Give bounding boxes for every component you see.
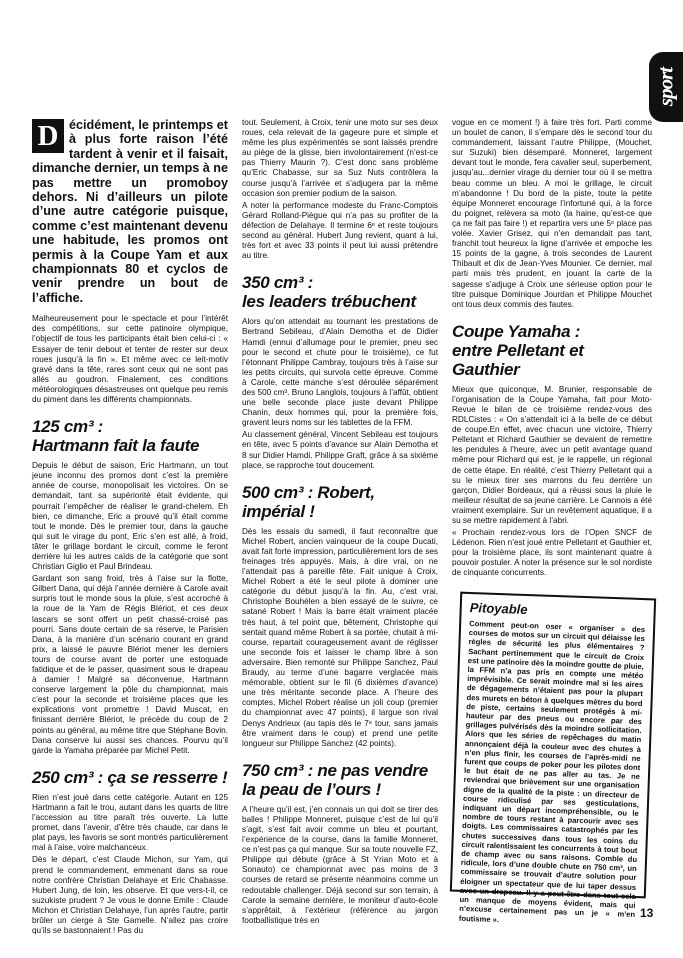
paragraph: Depuis le début de saison, Eric Hartmann, un tout jeune inconnu des promos dont c’est la première année de course, monopolisait les victoires. On se demandait, tant sa supériorité était évidente, qui pourrait l’empêcher de réaliser le grand-chelem. Eh bien, ce dimanche, Eric a prouvé qu’il était comme tout le monde. Dès le premier tour, dans la gauche qui suit le virage du pont, Eric s’en est allé, à froid, tâter le grillage bordant le circuit, comme le feront derrière lui les autres caïds de la catégorie que sont Christian Giglio et Paul Brindeau. [32,461,228,572]
column-2 [242,118,438,925]
column-1 [32,118,228,936]
heading-line-1: 750 cm³ : ne pas vendre [242,760,428,780]
lead-paragraph [32,118,228,305]
section-heading-coupe-yamaha [452,322,652,379]
box-title: Pitoyable [469,600,528,618]
heading-line-1: 350 cm³ : [242,273,314,293]
heading-line-2: entre Pelletant et Gauthier [452,340,584,379]
section-heading-350 [242,273,438,311]
box-text: Comment peut-on oser « organiser » des courses de motos sur un circuit qui délaisse les règles de sécurité les plus élémentaires ? Sachant pertinemment que le circuit de Croix est une patinoire dès la moindre goutte de pluie, la FFM n’a pas pris en compte une météo imprévisible. Ce serait moindre mal si les aires de dégagements n’étaient pas pour la plupart des murets en béton à quelques mètres du bord de piste, certains seulement protégés à mi-hauteur par des pneus ou encore par des grillages pulvérisés dès la moindre sollicitation. Alors que les séries de repêchages du matin annonçaient déjà la couleur avec des chutes à n’en plus finir, les courses de l’après-midi ne furent que coups de poker pour les pilotes dont le but était de ne pas aller au tas. Je ne reviendrai que brièvement sur une organisation digne de la qualité de la piste : un directeur de course ridiculisé par ses gesticulations, indiquant un départ incompréhensible, ou le nombre de tours restant à parcourir avec ses doigts. Les commissaires catastrophés par les chutes successives dans tous les coins du circuit ralentissaient les concurrents à tout bout de champ avec ou sans raisons. Comble du ridicule, lors d’une double chute en 750 cm³, un commissaire se trouvait d’autre solution pour éloigner un spectateur que de lui taper dessus avec un drapeau. Il y a peut-être dans tout cela un manque de moyens évident, mais qui n’excuse certainement pas un je « m’en foutisme ». [458,619,646,924]
heading-line-1: 125 cm³ : [32,417,104,437]
heading-line-2: Hartmann fait la faute [32,436,200,456]
column-3 [452,118,652,588]
section-heading-500: 500 cm³ : Robert, impérial ! [242,482,375,521]
section-tab-label: sport [653,67,678,107]
section-heading-750 [242,761,438,799]
paragraph: « Prochain rendez-vous lors de l’Open SNCF de Lédenon. Rien n’est joué entre Pelletant et Gauthier et, pour la troisième place, ils sont maintenant quatre à pouvoir postuler. A noter la présence sur le sol nordiste de cinquante concurrents. [452,528,652,578]
section-heading-250: 250 cm³ : ça se resserre ! [32,767,228,787]
paragraph: Dès le départ, c’est Claude Michon, sur Yam, qui prend le commandement, emmenant dans sa roue notre confrère Christian Delahaye et Eric Chabasse. Hubert Jung, de loin, les observe. Et que vers-t-il, ce suzukiste prudent ? Je vous le donne Emile : Claude Michon et Christian Delahaye, l’un après l’autre, partir brûler un cierge à Ste Gamelle. N’allez pas croire qu’ils se bastonnaient ! Pas du [32,855,228,936]
drop-cap: D [32,119,64,153]
paragraph: Mieux que quiconque, M. Brunier, responsable de l’organisation de la Coupe Yamaha, fait pour Moto-Revue le bilan de ce troisième rendez-vous des RDLCistes : « On s’attendait ici à la belle de ce début de coupe.En effet, avec chacun une victoire, Thierry Pelletant et Richard Gauthier se devaient de remettre les pendules à l’heure, avec un petit avantage quand même pour Richard qui est, je le rappelle, un régional de cette étape. En réalité, c’est Thierry Pelletant qui a su le mieux tirer ses marrons du feu derrière un garçon, Didier Bordeaux, qui a réussi sous la pluie le meilleur résultat de sa jeune carrière. Le Cannois a été vraiment exemplaire. Sur un revêtement aquatique, il a su se mettre rapidement à l’abri. [452,384,652,525]
heading-line-1: Coupe Yamaha : [452,321,581,341]
heading-line-2: la peau de l’ours ! [242,779,381,799]
paragraph: A noter la performance modeste du Franc-Comptois Gérard Rolland-Piègue qui n’a pas su profiter de la défection de Delahaye. Il termine 6ᵉ et reste toujours second au général. Hubert Jung revient, quant à lui, très fort et avec 33 points il peut lui aussi prétendre au titre. [242,200,438,261]
section-tab [649,52,683,122]
paragraph: Alors qu’on attendait au tournant les prestations de Bertrand Sebileau, d’Alain Demotha et de Didier Hamdi (ennui d’allumage pour le premier, pneu sec pour le second et chute pour le troisième), ce fut l’étonnant Philippe Cambray, toujours très à l’aise sur les petits circuits, qui survola cette épreuve. Comme à Carole, cette manche s’est déroulée séparément des 500 cm³. Bruno Langlois, toujours à l’affût, obtient une belle seconde place juste devant Philippe Chanin, deux hommes qui, pour la première fois, gravent leurs noms sur les tablettes de la FFM. [242,317,438,428]
paragraph: Malheureusement pour le spectacle et pour l’intérêt des compétitions, sur cette patinoire olympique, l’objectif de tous les participants était bien celui-ci : « Essayer de tenir debout et tenter de rester sur deux roues jusqu’à la fin ». Et même avec ce leit-motiv gravé dans la tête, rares sont ceux qui ne sont pas allés au goudron. Finalement, ces conditions météorologiques désastreuses ont quelque peu remis du piment dans les différents championnats. [32,314,228,405]
paragraph: Dès les essais du samedi, il faut reconnaître que Michel Robert, ancien vainqueur de la coupe Ducati, avait fait forte impression, particulièrement lors de ses freinages très appuyés. Mais, à dire vrai, on ne l’attendait pas à pareille fête. Fait unique à Croix, Michel Robert a été le seul pilote à dominer une catégorie du début jusqu’à la fin. Au, c’est vrai, Christophe Bouhélen a bien essayé de le suivre, ce satané Robert ! Mais la barre était vraiment placée très haut, à tel point que, bêtement, Christophe qui sentait quand même Robert à sa portée, chutait à mi-course, repartait courageusement avant de réglisser une seconde fois et laisser le champ libre à son adversaire. Bien remonté sur Philippe Sanchez, Paul Braudy, au terme d’une bagarre verglacée mais mémorable, obtient sur le fil (6 dixièmes d’avance) une très méritante seconde place. A l’heure des comptes, Michel Robert réalise un joli coup (premier du championnat avec 47 points), il largue son rival Denys Andrieux (au tapis dès le 7ᵉ tour, sans jamais être vraiment dans le coup) et prend une petite longueur sur Philippe Sanchez (42 points). [242,526,438,748]
paragraph: Au classement général, Vincent Sebileau est toujours en tête, avec 5 points d’avance sur Alain Demotha et 8 sur Didier Hamdi. Philippe Graft, grâce à sa sixième place, se rapproche tout doucement. [242,430,438,470]
paragraph: vogue en ce moment !) à faire très fort. Parti comme un boulet de canon, il s’empare dès le second tour du commandement, laissant l’autre Philippe, (Mouchet, sur Suzuki) bien désemparé. Monneret, largement devant tout le monde, fera cavalier seul, superbement, jusqu’au...dernier virage du dernier tour où il se mettra beau comme un bleu. A moi le grillage, le circuit m’abandonne ! Du bord de la piste, toute la petite équipe Monneret encourage l’infortuné qui, à la force du poignet, relèvera sa moto (la haine, qu’est-ce que ça ne fait pas faire !) et repartira vers une 5ᵉ place pas volée. Xavier Grisez, qui n’en demandait pas tant, franchit tout heureux la ligne d’arrivée et empoche les 15 points de la gagne, à trois secondes de Laurent Thibault et dix de Jean-Yves Mounier. Ce dernier, mal parti mais très prudent, en jouant la carte de la sagesse s’adjuge à Croix une sérieuse option pour le titre puisque Dominique Jourdan et Philippe Mouchet ont tous deux commis des fautes. [452,118,652,309]
paragraph: Gardant son sang froid, très à l’aise sur la flotte, Gilbert Dana, qui déjà l’année dernière à Carole avait surpris tout le monde sous la pluie, s’est accroché à la roue de la Yam de Régis Blériot, et ces deux lascars se sont offert un petit chassé-croisé pas pourri. Sans doute certain de sa réserve, le Parisien Dana, à la manière d’un scénario courant en grand prix, a laissé le pauvre Blériot mener les derniers tours de course avant de porter une estoquade fatidique et de le passer, quasiment sous le drapeau à damier ! Malgré sa déconvenue, Hartmann conserve largement la pôle du championnat, mais c’est pour la seconde et troisième places que les explications vont promettre ! David Muscat, en finissant derrière Blériot, le précède du coup de 2 points au général, au même titre que Stéphane Bovin. Dana conserve lui aussi ses chances. Pourvu qu’il garde la Yamaha préparée par Michel Petit. [32,574,228,755]
section-heading-125 [32,417,228,455]
lead-text: écidément, le printemps et à plus forte raison l’été tardent à venir et il faisait, dimanche dernier, un temps à ne pas mettre un promoboy dehors. Ni d’ailleurs un pilote d’une autre catégorie puisque, comme c’est maintenant devenu une habitude, les promos ont permis à la Coupe Yam et aux championnats 80 et cyclos de venir prendre un bout de l’affiche. [32,118,228,305]
paragraph: Rien n’est joué dans cette catégorie. Autant en 125 Hartmann a fait le trou, autant dans les quarts de litre l’accession au titre paraît très ouverte. La lutte promet, dans l’avenir, d’être très chaude, car dans le plat pays, les favoris se sont montrés particulièrement mal à l’aise, voire malchanceux. [32,792,228,853]
heading-line-2: les leaders trébuchent [242,292,416,312]
paragraph: A l’heure qu’il est, j’en connais un qui doit se tirer des balles ! Philippe Monneret, puisque c’est de lui qu’il s’agit, s’est fait avoir comme un bleu et pourtant, l’expérience de la course, dans la famille Monneret, ce n’est pas ça qui manque. Sur sa toute nouvelle FZ, Philippe qui débute (grâce à St Yrian Moto et à Sonauto) ce championnat avec pas moins de 3 courses de retard se présente néanmoins comme un redoutable challenger. Déjà second sur son terrain, à Carole la semaine dernière, le moniteur d’auto-école s’apprêtait, à l’extérieur (référence au jargon footballistique très en [242,804,438,925]
page-number: 13 [640,906,654,920]
paragraph: tout. Seulement, à Croix, tenir une moto sur ses deux roues, cela relevait de la gageure pure et simple et même les plus expérimentés se sont laissés prendre au piège de la glisse, bien involontairement (n’est-ce pas Thierry Maurin ?). C’est donc sans problème qu’Eric Chabasse, sur sa Suz Nuts contrôlera la course jusqu’à l’arrivée et s’adjugera par la même occasion son premier podium de la saison. [242,118,438,198]
